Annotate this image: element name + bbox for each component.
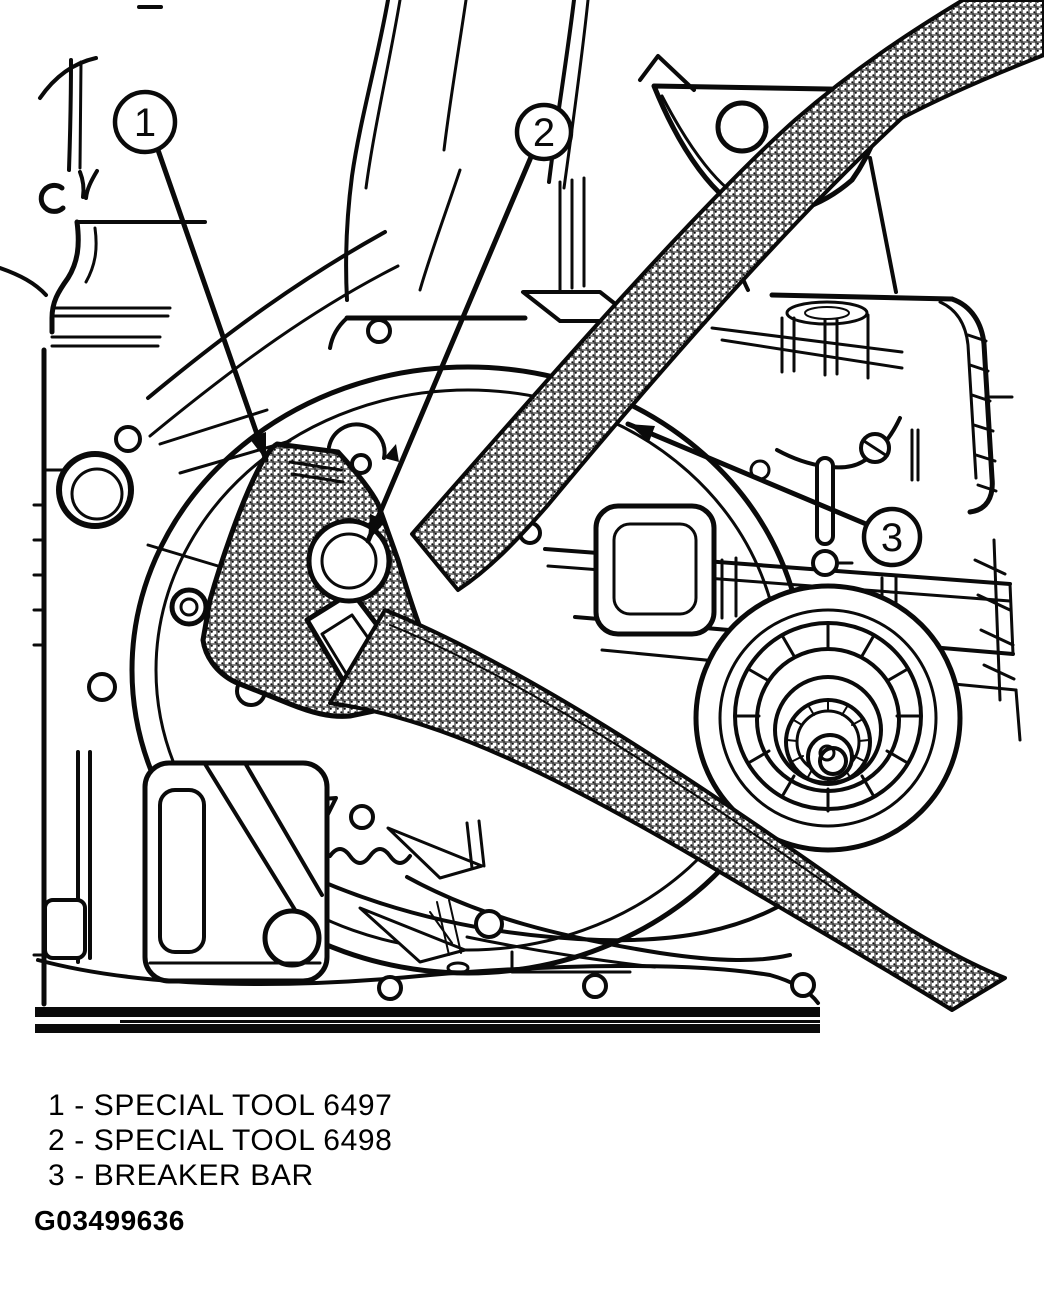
oil-pan-rail bbox=[45, 752, 327, 981]
legend-item-breaker-bar: 3 - BREAKER BAR bbox=[48, 1159, 314, 1192]
callout-2-number: 2 bbox=[532, 111, 556, 155]
special-tool-6498 bbox=[309, 521, 389, 601]
callout-3-number: 3 bbox=[880, 516, 904, 560]
callout-1-leader bbox=[158, 150, 266, 460]
figure-id: G03499636 bbox=[34, 1205, 185, 1236]
legend-item-special-tool-6497: 1 - SPECIAL TOOL 6497 bbox=[48, 1089, 393, 1122]
bottom-rules bbox=[35, 1007, 820, 1033]
legend-item-special-tool-6498: 2 - SPECIAL TOOL 6498 bbox=[48, 1124, 393, 1157]
callout-1-number: 1 bbox=[133, 101, 157, 145]
